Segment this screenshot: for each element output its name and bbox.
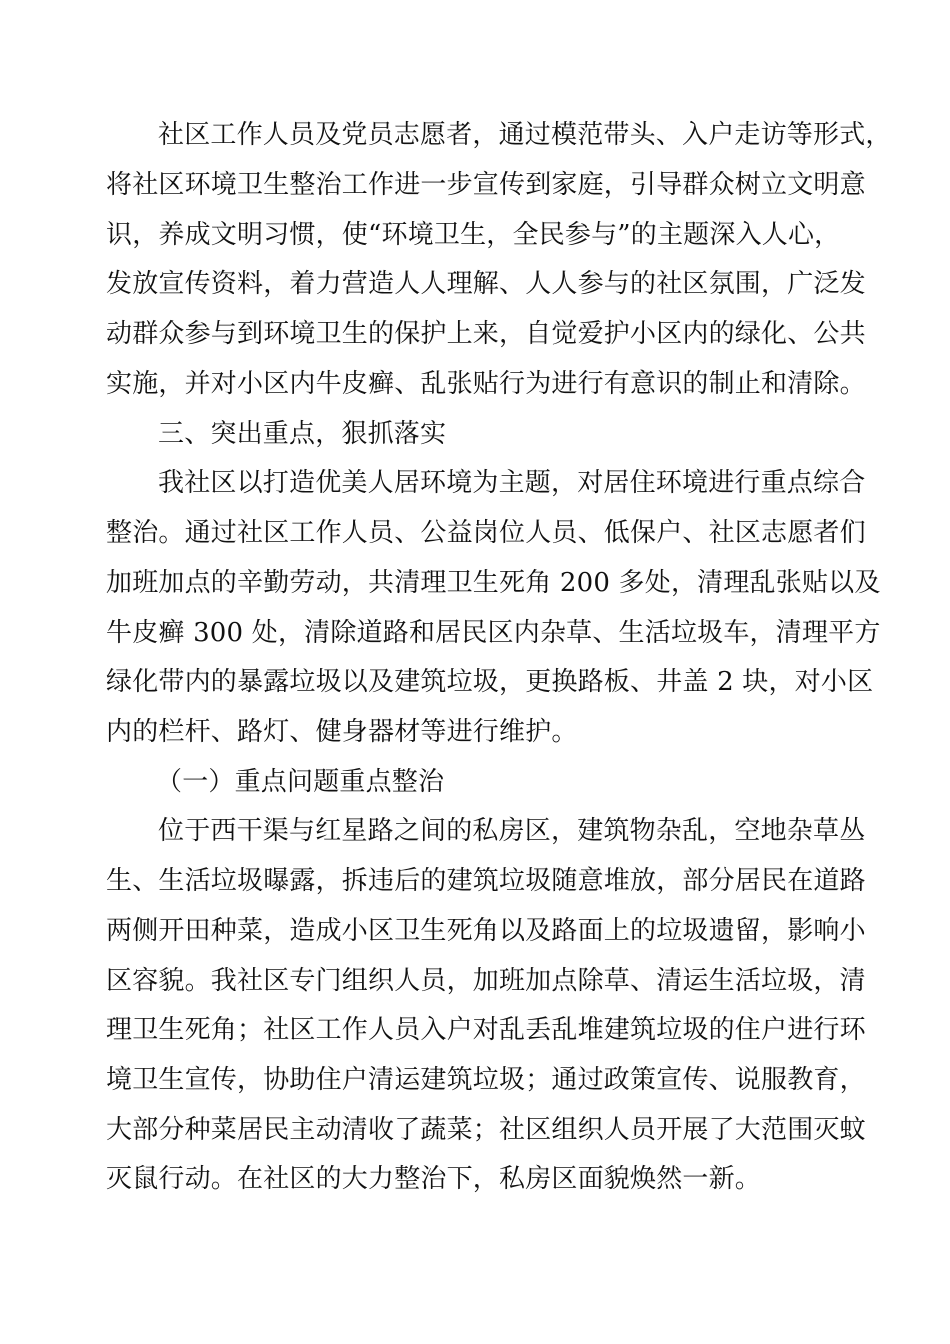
paragraph-line: 境卫生宣传，协助住户清运建筑垃圾；通过政策宣传、说服教育，	[106, 1065, 866, 1095]
paragraph-line: 两侧开田种菜，造成小区卫生死角以及路面上的垃圾遗留，影响小	[106, 916, 866, 946]
paragraph-line: 灭鼠行动。在社区的大力整治下，私房区面貌焕然一新。	[106, 1164, 762, 1194]
paragraph-line: 整治。通过社区工作人员、公益岗位人员、低保户、社区志愿者们	[106, 518, 866, 548]
paragraph-line: 动群众参与到环境卫生的保护上来，自觉爱护小区内的绿化、公共	[106, 319, 866, 349]
paragraph-line: 将社区环境卫生整治工作进一步宣传到家庭，引导群众树立文明意	[106, 170, 866, 200]
section-heading: 三、突出重点，狠抓落实	[158, 419, 447, 449]
paragraph-line: 绿化带内的暴露垃圾以及建筑垃圾，更换路板、井盖 2 块，对小区	[106, 667, 874, 697]
subsection-heading: （一）重点问题重点整治	[156, 767, 445, 797]
paragraph-line: 理卫生死角；社区工作人员入户对乱丢乱堆建筑垃圾的住户进行环	[106, 1015, 866, 1045]
paragraph-line: 区容貌。我社区专门组织人员，加班加点除草、清运生活垃圾，清	[106, 966, 866, 996]
paragraph-line: 生、生活垃圾曝露，拆违后的建筑垃圾随意堆放，部分居民在道路	[106, 866, 866, 896]
paragraph-line: 发放宣传资料，着力营造人人理解、人人参与的社区氛围，广泛发	[106, 269, 866, 299]
paragraph-line: 实施，并对小区内牛皮癣、乱张贴行为进行有意识的制止和清除。	[106, 369, 866, 399]
paragraph-line: 牛皮癣 300 处，清除道路和居民区内杂草、生活垃圾车，清理平方	[106, 618, 881, 648]
paragraph-line: 社区工作人员及党员志愿者，通过模范带头、入户走访等形式，	[158, 120, 892, 150]
paragraph-line: 识，养成文明习惯，使“环境卫生，全民参与”的主题深入人心，	[106, 220, 841, 250]
paragraph-line: 加班加点的辛勤劳动，共清理卫生死角 200 多处，清理乱张贴以及	[106, 568, 881, 598]
paragraph-line: 内的栏杆、路灯、健身器材等进行维护。	[106, 717, 578, 747]
paragraph-line: 位于西干渠与红星路之间的私房区，建筑物杂乱，空地杂草丛	[158, 816, 866, 846]
paragraph-line: 大部分种菜居民主动清收了蔬菜；社区组织人员开展了大范围灭蚊	[106, 1115, 866, 1145]
paragraph-line: 我社区以打造优美人居环境为主题，对居住环境进行重点综合	[158, 468, 866, 498]
